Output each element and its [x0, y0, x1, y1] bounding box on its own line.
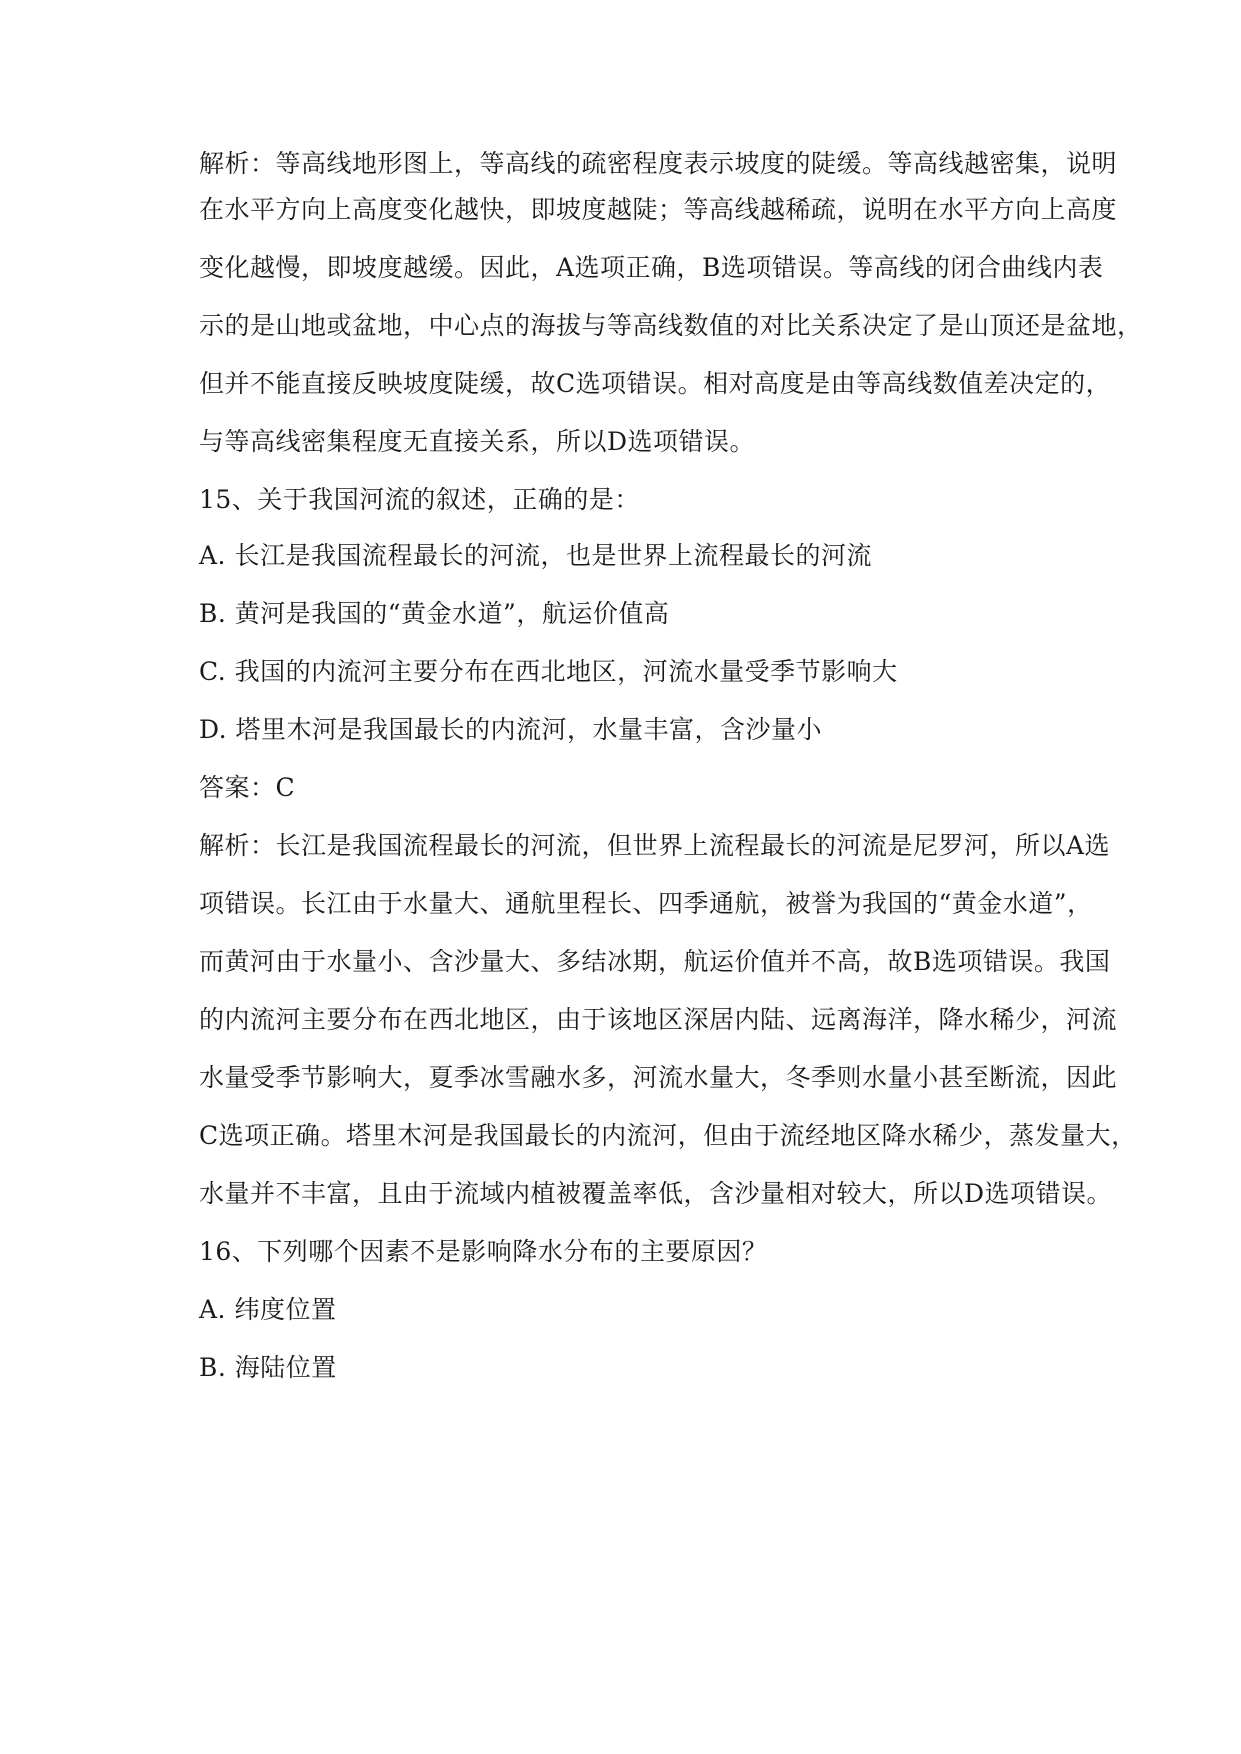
analysis-14-line-1: 解析：等高线地形图上，等高线的疏密程度表示坡度的陡缓。等高线越密集，说明: [199, 149, 1118, 178]
analysis-15-line-6: C选项正确。塔里木河是我国最长的内流河，但由于流经地区降水稀少，蒸发量大，: [199, 1121, 1137, 1150]
analysis-14-line-3: 变化越慢，即坡度越缓。因此，A选项正确，B选项错误。等高线的闭合曲线内表: [199, 253, 1104, 282]
analysis-15-line-3: 而黄河由于水量小、含沙量大、多结冰期，航运价值并不高，故B选项错误。我国: [199, 947, 1111, 976]
analysis-14-line-2: 在水平方向上高度变化越快，即坡度越陡；等高线越稀疏，说明在水平方向上高度: [199, 195, 1118, 224]
question-16-option-a: A. 纬度位置: [199, 1295, 337, 1324]
question-15-option-a: A. 长江是我国流程最长的河流，也是世界上流程最长的河流: [199, 541, 872, 570]
analysis-14-line-5: 但并不能直接反映坡度陡缓，故C选项错误。相对高度是由等高线数值差决定的，: [199, 369, 1112, 398]
analysis-15-line-4: 的内流河主要分布在西北地区，由于该地区深居内陆、远离海洋，降水稀少，河流: [199, 1005, 1118, 1034]
analysis-14-line-6: 与等高线密集程度无直接关系，所以D选项错误。: [199, 427, 756, 456]
question-15-option-c: C. 我国的内流河主要分布在西北地区，河流水量受季节影响大: [199, 657, 898, 686]
analysis-15-line-1: 解析：长江是我国流程最长的河流，但世界上流程最长的河流是尼罗河，所以A选: [199, 831, 1111, 860]
analysis-15-line-2: 项错误。长江由于水量大、通航里程长、四季通航，被誉为我国的“黄金水道”，: [199, 889, 1093, 918]
analysis-15-line-5: 水量受季节影响大，夏季冰雪融水多，河流水量大，冬季则水量小甚至断流，因此: [199, 1063, 1118, 1092]
question-15-option-b: B. 黄河是我国的“黄金水道”，航运价值高: [199, 599, 670, 628]
analysis-15-line-7: 水量并不丰富，且由于流域内植被覆盖率低，含沙量相对较大，所以D选项错误。: [199, 1179, 1113, 1208]
question-16-option-b: B. 海陆位置: [199, 1353, 337, 1382]
question-15-answer: 答案：C: [199, 773, 296, 802]
question-15-option-d: D. 塔里木河是我国最长的内流河，水量丰富，含沙量小: [199, 715, 823, 744]
question-16-stem: 16、下列哪个因素不是影响降水分布的主要原因？: [199, 1237, 768, 1266]
analysis-14-line-4: 示的是山地或盆地，中心点的海拔与等高线数值的对比关系决定了是山顶还是盆地，: [199, 311, 1143, 340]
question-15-stem: 15、关于我国河流的叙述，正确的是：: [199, 485, 640, 514]
